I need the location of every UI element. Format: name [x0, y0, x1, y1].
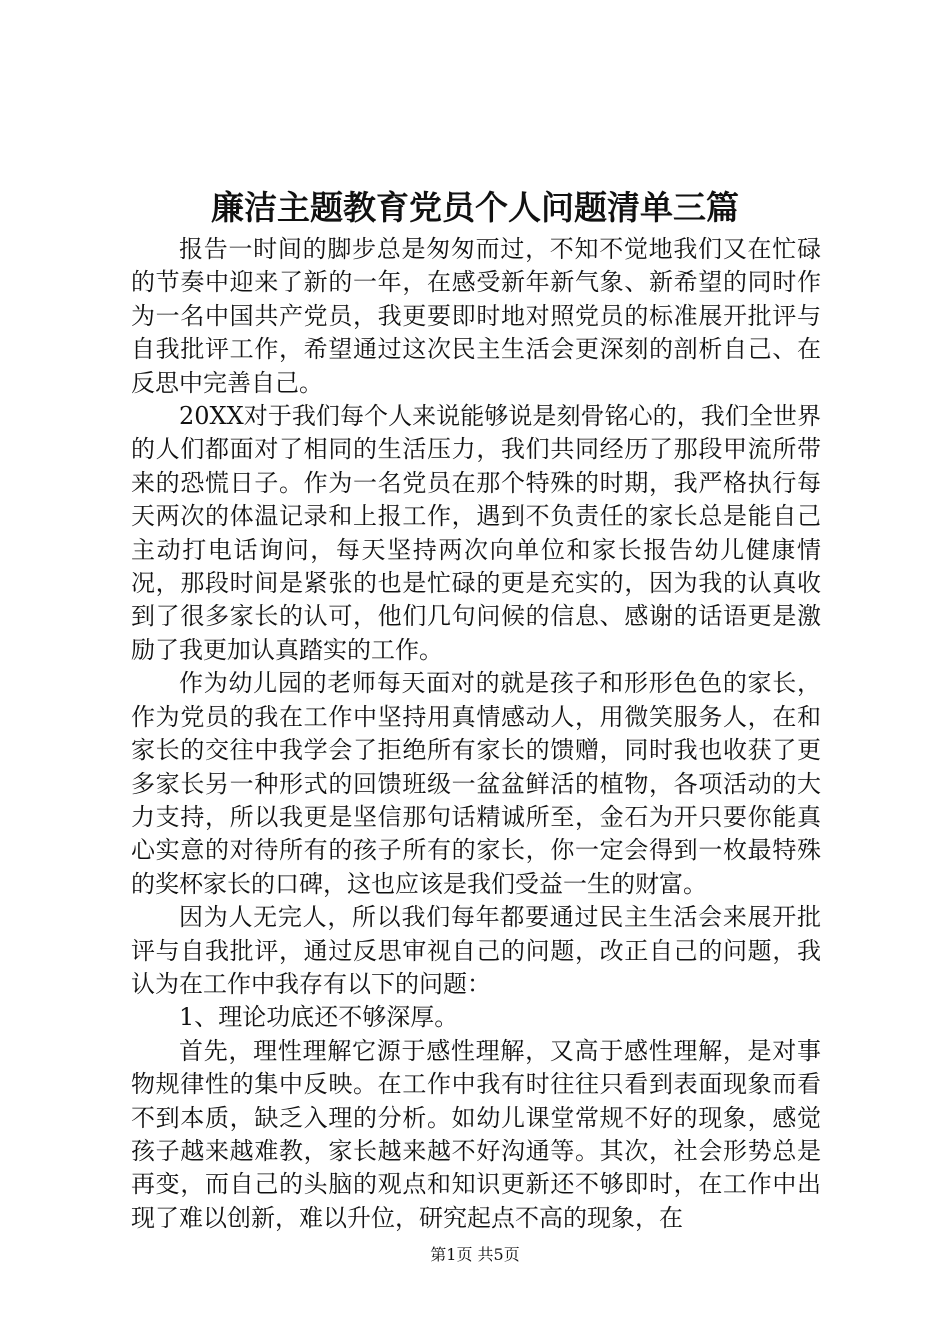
document-body: [131, 233, 821, 1235]
paragraph-self-criticism: 因为人无完人，所以我们每年都要通过民主生活会来展开批评与自我批评，通过反思审视自己的问题，改正自己的问题，我认为在工作中我存有以下的问题：: [131, 903, 821, 998]
paragraph-theory: 首先，理性理解它源于感性理解，又高于感性理解，是对事物规律性的集中反映。在工作中我有时往往只看到表面现象而看不到本质，缺乏入理的分析。如幼儿课堂常规不好的现象，感觉孩子越来越难教，家长越来越不好沟通等。其次，社会形势总是再变，而自己的头脑的观点和知识更新还不够即时，在工作中出现了难以创新，难以升位，研究起点不高的现象，在: [131, 1036, 821, 1232]
paragraph-intro: 报告一时间的脚步总是匆匆而过，不知不觉地我们又在忙碌的节奏中迎来了新的一年，在感受新年新气象、新希望的同时作为一名中国共产党员，我更要即时地对照党员的标准展开批评与自我批评工作，希望通过这次民主生活会更深刻的剖析自己、在反思中完善自己。: [131, 235, 821, 397]
page-footer: 第1页 共5页: [430, 1245, 520, 1264]
paragraph-teacher: 作为幼儿园的老师每天面对的就是孩子和形形色色的家长，作为党员的我在工作中坚持用真情感动人，用微笑服务人，在和家长的交往中我学会了拒绝所有家长的馈赠，同时我也收获了更多家长另一种形式的回馈班级一盆盆鲜活的植物，各项活动的大力支持，所以我更是坚信那句话精诚所至，金石为开只要你能真心实意的对待所有的孩子所有的家长，你一定会得到一枚最特殊的奖杯家长的口碑，这也应该是我们受益一生的财富。: [131, 669, 821, 898]
document-title: 廉洁主题教育党员个人问题清单三篇: [211, 188, 739, 227]
paragraph-issue-heading: 1、理论功底还不够深厚。: [179, 1003, 459, 1032]
paragraph-epidemic: 20XX对于我们每个人来说能够说是刻骨铭心的，我们全世界的人们都面对了相同的生活压力，我们共同经历了那段甲流所带来的恐慌日子。作为一名党员在那个特殊的时期，我严格执行每天两次的体温记录和上报工作，遇到不负责任的家长总是能自己主动打电话询问，每天坚持两次向单位和家长报告幼儿健康情况，那段时间是紧张的也是忙碌的更是充实的，因为我的认真收到了很多家长的认可，他们几句问候的信息、感谢的话语更是激励了我更加认真踏实的工作。: [131, 402, 821, 664]
